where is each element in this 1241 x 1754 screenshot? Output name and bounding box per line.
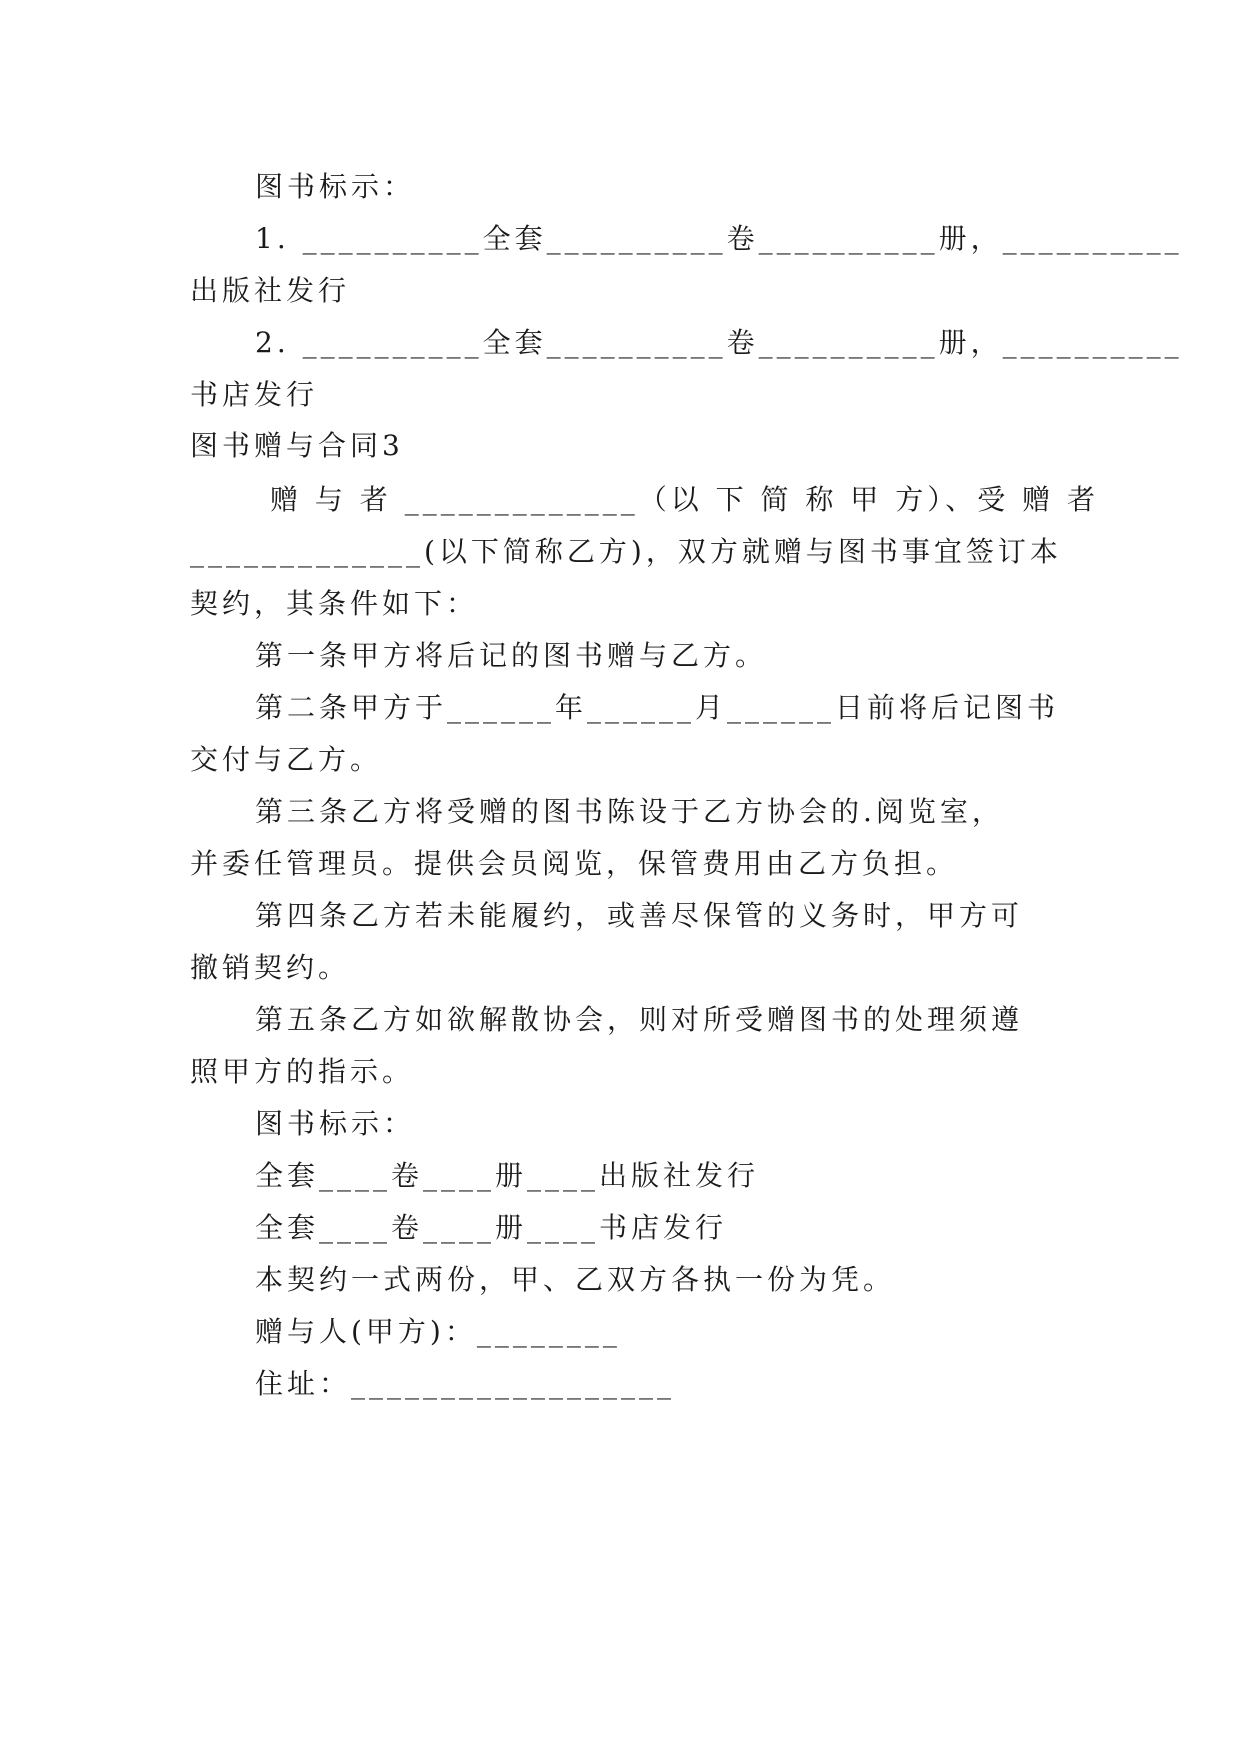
article-4-line-1: 第四条乙方若未能履约，或善尽保管的义务时，甲方可: [255, 899, 1024, 932]
parties-line-3: 契约，其条件如下：: [190, 587, 479, 620]
contract-title: 图书赠与合同3: [190, 429, 404, 462]
article-3-line-2: 并委任管理员。提供会员阅览，保管费用由乙方负担。: [190, 847, 959, 880]
parties-line-2: _____________(以下简称乙方)，双方就赠与图书事宜签订本: [190, 535, 1062, 568]
book-item-2-bookstore: 书店发行: [190, 378, 319, 411]
book-entry-bookstore: 全套____卷____册____书店发行: [255, 1211, 728, 1244]
article-5-line-2: 照甲方的指示。: [190, 1055, 415, 1088]
article-1: 第一条甲方将后记的图书赠与乙方。: [255, 639, 768, 672]
parties-line-1: 赠 与 者 _____________（以 下 简 称 甲 方）、受 赠 者: [270, 483, 1100, 516]
article-5-line-1: 第五条乙方如欲解散协会，则对所受赠图书的处理须遵: [255, 1003, 1024, 1036]
article-4-line-2: 撤销契约。: [190, 951, 351, 984]
book-item-1-publisher: 出版社发行: [190, 274, 351, 307]
book-entry-publisher: 全套____卷____册____出版社发行: [255, 1159, 760, 1192]
address-line: 住址：__________________: [255, 1367, 676, 1400]
article-2-line-1: 第二条甲方于______年______月______日前将后记图书: [255, 691, 1060, 724]
copies-clause: 本契约一式两份，甲、乙双方各执一份为凭。: [255, 1263, 896, 1296]
book-item-1-line: 1. __________全套__________卷__________册，__________: [255, 222, 1183, 255]
book-list-heading: 图书标示：: [255, 170, 416, 203]
article-3-line-1: 第三条乙方将受赠的图书陈设于乙方协会的.阅览室，: [255, 795, 1004, 828]
book-list-heading-2: 图书标示：: [255, 1107, 416, 1140]
book-item-2-line: 2. __________全套__________卷__________册，__________: [255, 326, 1183, 359]
article-2-line-2: 交付与乙方。: [190, 743, 383, 776]
donor-signature-line: 赠与人(甲方)：________: [255, 1315, 621, 1348]
